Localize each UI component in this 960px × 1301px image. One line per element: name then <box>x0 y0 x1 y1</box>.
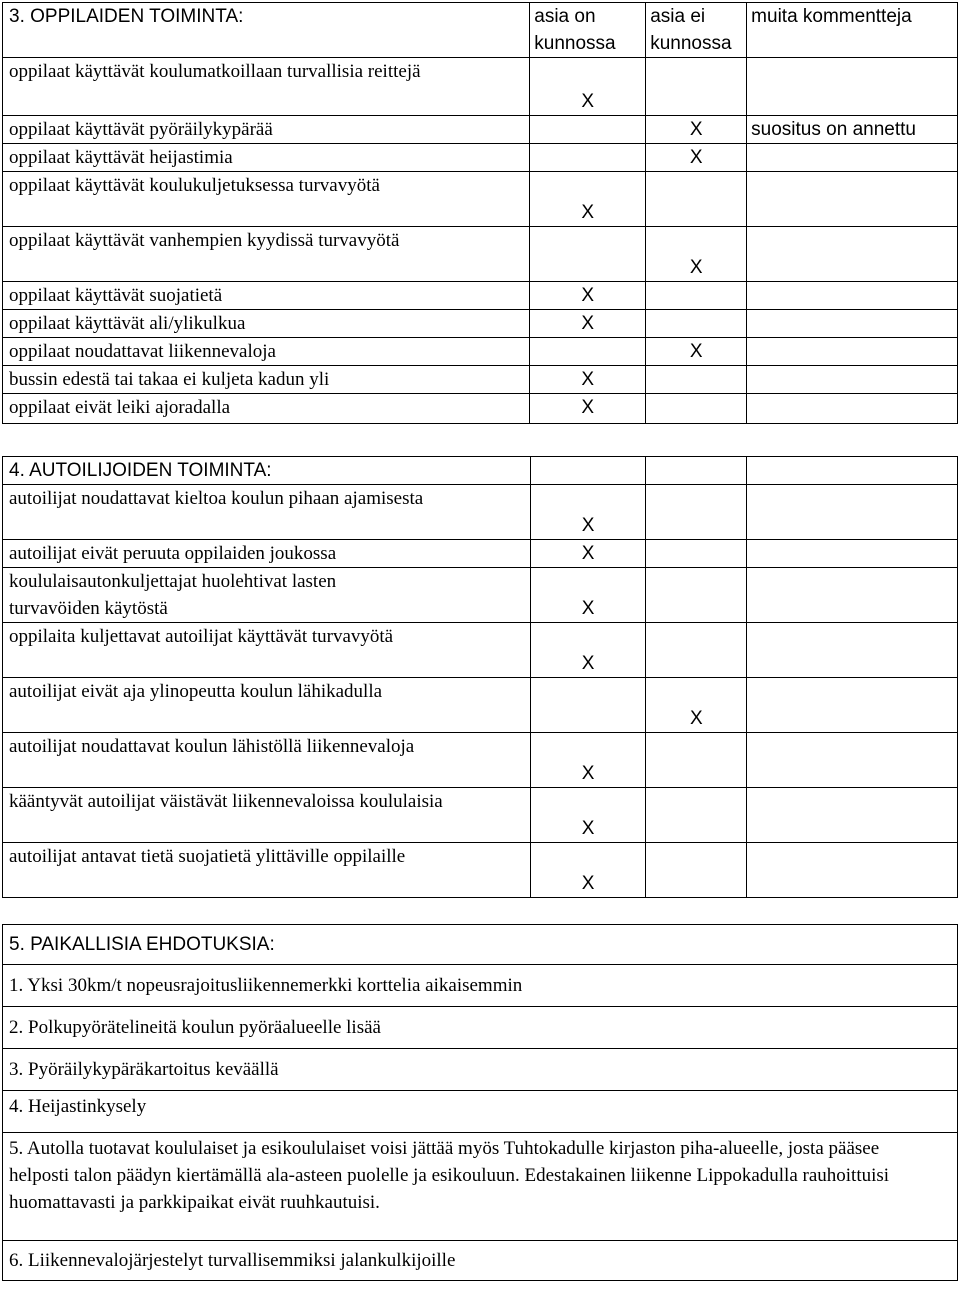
row-label: oppilaat käyttävät pyöräilykypärää <box>3 116 530 144</box>
comment-cell <box>747 843 958 898</box>
table-row <box>3 338 958 366</box>
ok-mark: X <box>530 788 646 843</box>
not-ok-mark <box>646 282 747 310</box>
empty-cell <box>646 457 747 485</box>
row-label: autoilijat eivät aja ylinopeutta koulun lähikadulla <box>3 678 531 733</box>
ok-mark: X <box>530 394 646 424</box>
table-row <box>3 485 958 540</box>
comment-cell <box>747 733 958 788</box>
suggestion-item: 6. Liikennevalojärjestelyt turvallisemmiksi jalankulkijoille <box>3 1241 958 1281</box>
row-label: oppilaat käyttävät vanhempien kyydissä turvavyötä <box>3 227 530 282</box>
not-ok-mark: X <box>646 144 747 172</box>
not-ok-mark <box>646 568 747 623</box>
ok-mark <box>530 116 646 144</box>
ok-mark: X <box>530 733 646 788</box>
comment-cell <box>747 172 958 227</box>
comment-cell <box>747 485 958 540</box>
ok-mark: X <box>530 172 646 227</box>
not-ok-mark <box>646 485 747 540</box>
comment-cell <box>747 282 958 310</box>
ok-mark <box>530 338 646 366</box>
comment-cell: suositus on annettu <box>747 116 958 144</box>
suggestion-item: 3. Pyöräilykypäräkartoitus keväällä <box>3 1049 958 1091</box>
empty-cell <box>530 457 646 485</box>
not-ok-mark <box>646 394 747 424</box>
row-label: bussin edestä tai takaa ei kuljeta kadun yli <box>3 366 530 394</box>
ok-mark: X <box>530 310 646 338</box>
empty-cell <box>747 457 958 485</box>
ok-mark: X <box>530 282 646 310</box>
comment-cell <box>747 338 958 366</box>
not-ok-mark <box>646 172 747 227</box>
table-row <box>3 843 958 898</box>
col-ok-header: asia on kunnossa <box>530 3 646 58</box>
list-item <box>3 1133 958 1241</box>
row-label: kääntyvät autoilijat väistävät liikennevaloissa koululaisia <box>3 788 531 843</box>
row-label: autoilijat eivät peruuta oppilaiden joukossa <box>3 540 531 568</box>
ok-mark: X <box>530 843 646 898</box>
ok-mark: X <box>530 58 646 116</box>
row-label: oppilaat eivät leiki ajoradalla <box>3 394 530 424</box>
comment-cell <box>747 568 958 623</box>
table-row <box>3 568 958 623</box>
table-row <box>3 227 958 282</box>
ok-mark: X <box>530 568 646 623</box>
section-5-title: 5. PAIKALLISIA EHDOTUKSIA: <box>3 925 958 965</box>
table-row <box>3 366 958 394</box>
comment-cell <box>747 58 958 116</box>
section-3-table <box>2 2 958 424</box>
row-label: koululaisautonkuljettajat huolehtivat lasten turvavöiden käytöstä <box>3 568 531 623</box>
list-item <box>3 1049 958 1091</box>
suggestion-item: 5. Autolla tuotavat koululaiset ja esikoululaiset voisi jättää myös Tuhtokadulle kirjaston piha-alueelle, josta pääsee helposti talon päädyn kiertämällä ala-asteen puolelle ja esikouluun. Edestakainen liikenne Lippokadulla rauhoittuisi huomattavasti ja parkkipaikat eivät ruuhkautuisi. <box>3 1133 958 1241</box>
not-ok-mark: X <box>646 227 747 282</box>
suggestion-item: 2. Polkupyörätelineitä koulun pyöräalueelle lisää <box>3 1007 958 1049</box>
col-not-ok-header: asia ei kunnossa <box>646 3 747 58</box>
row-label: oppilaat käyttävät ali/ylikulkua <box>3 310 530 338</box>
not-ok-mark: X <box>646 116 747 144</box>
not-ok-mark: X <box>646 678 747 733</box>
list-item <box>3 1007 958 1049</box>
row-label: oppilaat käyttävät koulukuljetuksessa turvavyötä <box>3 172 530 227</box>
table-row <box>3 788 958 843</box>
comment-cell <box>747 678 958 733</box>
ok-mark <box>530 678 646 733</box>
table-row <box>3 144 958 172</box>
table-row <box>3 172 958 227</box>
row-label: oppilaat noudattavat liikennevaloja <box>3 338 530 366</box>
comment-cell <box>747 394 958 424</box>
table-row <box>3 58 958 116</box>
list-item <box>3 1241 958 1281</box>
ok-mark: X <box>530 485 646 540</box>
not-ok-mark: X <box>646 338 747 366</box>
section-4-title: 4. AUTOILIJOIDEN TOIMINTA: <box>3 457 531 485</box>
suggestion-item: 1. Yksi 30km/t nopeusrajoitusliikennemerkki korttelia aikaisemmin <box>3 965 958 1007</box>
table-row <box>3 282 958 310</box>
row-label: oppilaat käyttävät heijastimia <box>3 144 530 172</box>
comment-cell <box>747 788 958 843</box>
table-row <box>3 310 958 338</box>
section-5-table <box>2 924 958 1281</box>
section-3-title: 3. OPPILAIDEN TOIMINTA: <box>3 3 530 58</box>
row-label: autoilijat noudattavat kieltoa koulun pihaan ajamisesta <box>3 485 531 540</box>
not-ok-mark <box>646 788 747 843</box>
row-label: autoilijat noudattavat koulun lähistöllä liikennevaloja <box>3 733 531 788</box>
table-row <box>3 540 958 568</box>
section-4-table <box>2 456 958 898</box>
not-ok-mark <box>646 366 747 394</box>
list-item <box>3 965 958 1007</box>
table-row <box>3 623 958 678</box>
row-label: oppilaita kuljettavat autoilijat käyttävät turvavyötä <box>3 623 531 678</box>
suggestion-item: 4. Heijastinkysely <box>3 1091 958 1133</box>
comment-cell <box>747 623 958 678</box>
col-comments-header: muita kommentteja <box>747 3 958 58</box>
table-row <box>3 394 958 424</box>
ok-mark: X <box>530 540 646 568</box>
row-label: autoilijat antavat tietä suojatietä ylittäville oppilaille <box>3 843 531 898</box>
ok-mark <box>530 227 646 282</box>
comment-cell <box>747 540 958 568</box>
not-ok-mark <box>646 540 747 568</box>
not-ok-mark <box>646 310 747 338</box>
not-ok-mark <box>646 623 747 678</box>
comment-cell <box>747 366 958 394</box>
table-row <box>3 678 958 733</box>
ok-mark: X <box>530 623 646 678</box>
not-ok-mark <box>646 843 747 898</box>
table-row <box>3 733 958 788</box>
comment-cell <box>747 310 958 338</box>
comment-cell <box>747 144 958 172</box>
row-label: oppilaat käyttävät suojatietä <box>3 282 530 310</box>
list-item <box>3 1091 958 1133</box>
row-label: oppilaat käyttävät koulumatkoillaan turvallisia reittejä <box>3 58 530 116</box>
ok-mark <box>530 144 646 172</box>
not-ok-mark <box>646 733 747 788</box>
not-ok-mark <box>646 58 747 116</box>
comment-cell <box>747 227 958 282</box>
table-row <box>3 116 958 144</box>
ok-mark: X <box>530 366 646 394</box>
